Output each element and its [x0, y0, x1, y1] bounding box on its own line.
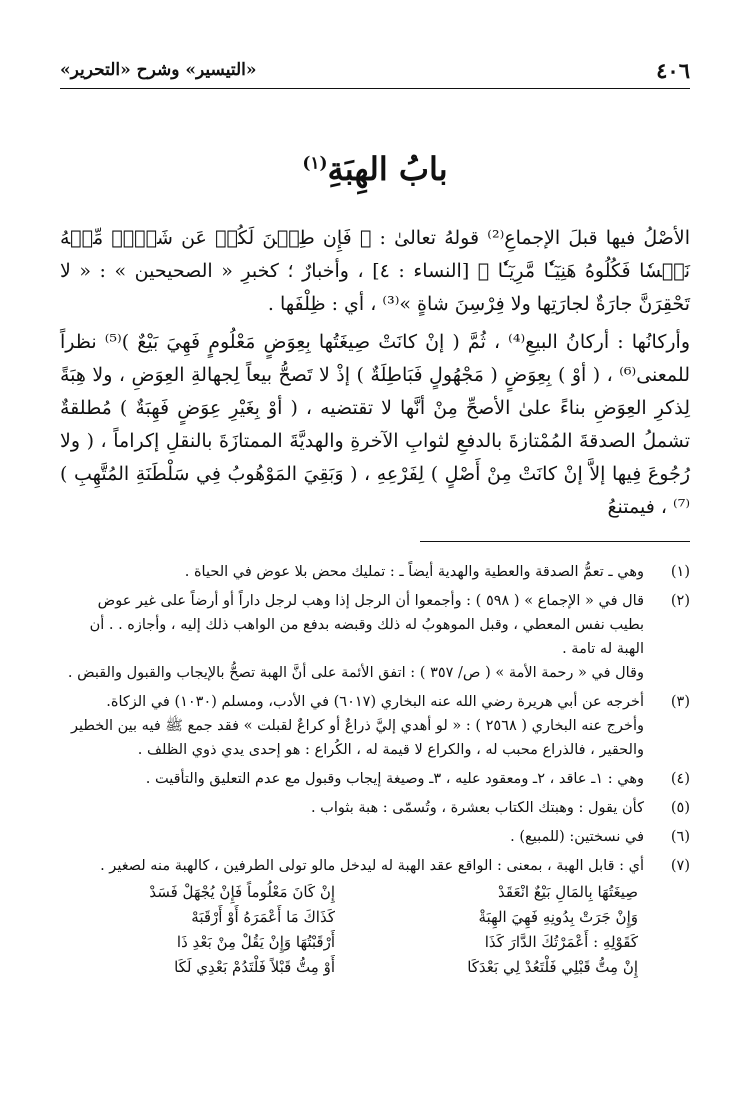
footnote-number: (٧)	[670, 858, 690, 874]
footnote-text: وقال في « رحمة الأمة » ( ص/ ٣٥٧ ) : اتفق الأئمة على أنَّ الهبة تصحُّ بالإيجاب والقبول والقبض .	[67, 665, 644, 681]
paragraph-1: الأصْلُ فيها قبلَ الإجماعِ⁽²⁾ قولهُ تعالىٰ : ﴿ فَإِن طِبۡنَ لَكُمۡ عَن شَيۡءٖ مِّنۡهُ نَفۡسٗا فَكُلُوهُ هَنِيٓـٔٗا مَّرِيٓـٔٗا ﴾ [النساء : ٤] ، وأخبارٌ ؛ كخبرِ « الصحيحين » : « لا تَحْقِرَنَّ جارَةٌ لجارَتِها ولا فِرْسِنَ شاةٍ »⁽³⁾ ، أي : ظِلْفَها .	[60, 227, 691, 315]
footnote-7	[60, 854, 690, 980]
page-number: ٤٠٦	[656, 58, 690, 83]
poem-verses	[60, 880, 644, 980]
footnote-text: وأخرج عنه البخاري ( ٢٥٦٨ ) : « لو أهدي إليَّ ذراعٌ أو كراعٌ لقبلت » فقد جمع ﷺ فيه بين الخطير والحقير ، فالذراع محبب له ، والكراع لا قيمة له ، الكُراع : هو إحدى يدي ذوي الظلف .	[70, 718, 644, 758]
verse-line: وَإِنْ جَرَتْ بِدُونِهِ فَهِيَ الهِبَةْ	[478, 908, 638, 926]
footnote-2	[60, 589, 690, 685]
footnote-text: أخرجه عن أبي هريرة رضي الله عنه البخاري (٦٠١٧) في الأدب، ومسلم (١٠٣٠) في الزكاة.	[106, 694, 644, 710]
running-title: «التيسير» وشرح «التحرير»	[60, 60, 257, 80]
footnote-number: (٥)	[670, 800, 690, 816]
chapter-title-text: بابُ الهِبَةِ	[327, 150, 448, 188]
footnote-number: (٣)	[670, 694, 690, 710]
footnote-text: وهي ـ تعمُّ الصدقة والعطية والهدية أيضاً ـ : تمليك محض بلا عوض في الحياة .	[184, 564, 644, 580]
paragraph-2: وأركانُها : أركانُ البيعِ⁽⁴⁾ ، ثُمَّ ( إنْ كانَتْ صِيغَتُها بِعِوَضٍ مَعْلُومٍ فَهِيَ بَيْعٌ )⁽⁵⁾ نظراً للمعنى⁽⁶⁾ ، ( أوْ ) بِعِوَضٍ ( مَجْهُولٍ فَبَاطِلَةٌ ) إذْ لا تَصحُّ بيعاً لِجهالةِ العِوَضِ ، ولا هِبَةً لِذكرِ العِوَضِ بناءً علىٰ الأصحِّ مِنْ أنَّها لا تقتضيه ، ( أوْ بِغَيْرِ عِوَضٍ فَهِبَةٌ ) مُطلقةٌ تشملُ الصدقةَ المُمْتازةَ بالدفعِ لثوابِ الآخرةِ والهديَّةَ الممتازَةَ بالنقلِ إكراماً ، ( ولا رُجُوعَ فِيها إلاَّ إنْ كانَتْ مِنْ أَصْلٍ ) لِفَرْعِهِ ، ( وَبَقِيَ المَوْهُوبُ فِي سَلْطَنَةِ المُتَّهِبِ )⁽⁷⁾ ، فيمتنعُ	[60, 331, 691, 518]
verse-line: كَقَوْلِهِ : أَعْمَرْتُكَ الدَّارَ كَذَا	[484, 933, 638, 951]
footnote-separator	[420, 541, 690, 542]
footnote-number: (١)	[670, 564, 690, 580]
footnote-text: أي : قابل الهبة ، بمعنى : الواقع عقد الهبة له ليدخل مالو تولى الطرفين ، كالهبة منه لصغير .	[100, 858, 644, 874]
main-text	[60, 222, 690, 529]
footnote-number: (٤)	[670, 771, 690, 787]
footnote-5	[60, 796, 690, 820]
footnote-text: وهي : ١ـ عاقد ، ٢ـ ومعقود عليه ، ٣ـ وصيغة إيجاب وقبول مع عدم التعليق والتأقيت .	[145, 771, 644, 787]
chapter-title	[0, 150, 750, 188]
footnote-text: في نسختين: (للمبيع) .	[510, 829, 644, 845]
footnote-3	[60, 690, 690, 762]
verse-line: إِنْ مِتُّ قَبْلِي فَلْتَعُدْ لِي بَعْدَكَا	[467, 958, 638, 976]
footnote-1	[60, 560, 690, 584]
footnote-text: قال في « الإجماع » ( ٥٩٨ ) : وأجمعوا أن الرجل إذا وهب لرجل داراً أو أرضاً على غير عوض بطيب نفس المعطي ، وقبل الموهوبُ له ذلك وقبضه بدفع من الواهب ذلك إليه ، وأجازه . . أن الهبة له تامة .	[89, 593, 644, 657]
page-header	[60, 58, 690, 89]
verse-line: إِنْ كَانَ مَعْلُوماً فَإِنْ يُجْهَلْ فَسَدْ	[149, 883, 335, 901]
footnote-text: كأن يقول : وهبتك الكتاب بعشرة ، وتُسمّى : هبة بثواب .	[310, 800, 644, 816]
verse-line: أَرْقَبْتُهَا وَإِنْ يَقُلْ مِنْ بَعْدِ ذَا	[176, 933, 335, 951]
verse-line: صِيغَتُهَا بِالمَالِ بَيْعٌ انْعَقَدْ	[498, 883, 638, 901]
chapter-title-footnote-ref: (١)	[302, 153, 328, 174]
verse-line: كَذَاكَ مَا أَعْمَرَهُ أَوْ أَرْقَبَهْ	[191, 908, 335, 926]
footnote-number: (٢)	[670, 593, 690, 609]
footnote-4	[60, 767, 690, 791]
footnote-6	[60, 825, 690, 849]
verse-line: أَوْ مِتُّ قَبْلاً فَلْتَدُمْ بَعْدِي لَكَا	[174, 958, 335, 976]
footnote-number: (٦)	[670, 829, 690, 845]
footnotes	[60, 560, 690, 985]
